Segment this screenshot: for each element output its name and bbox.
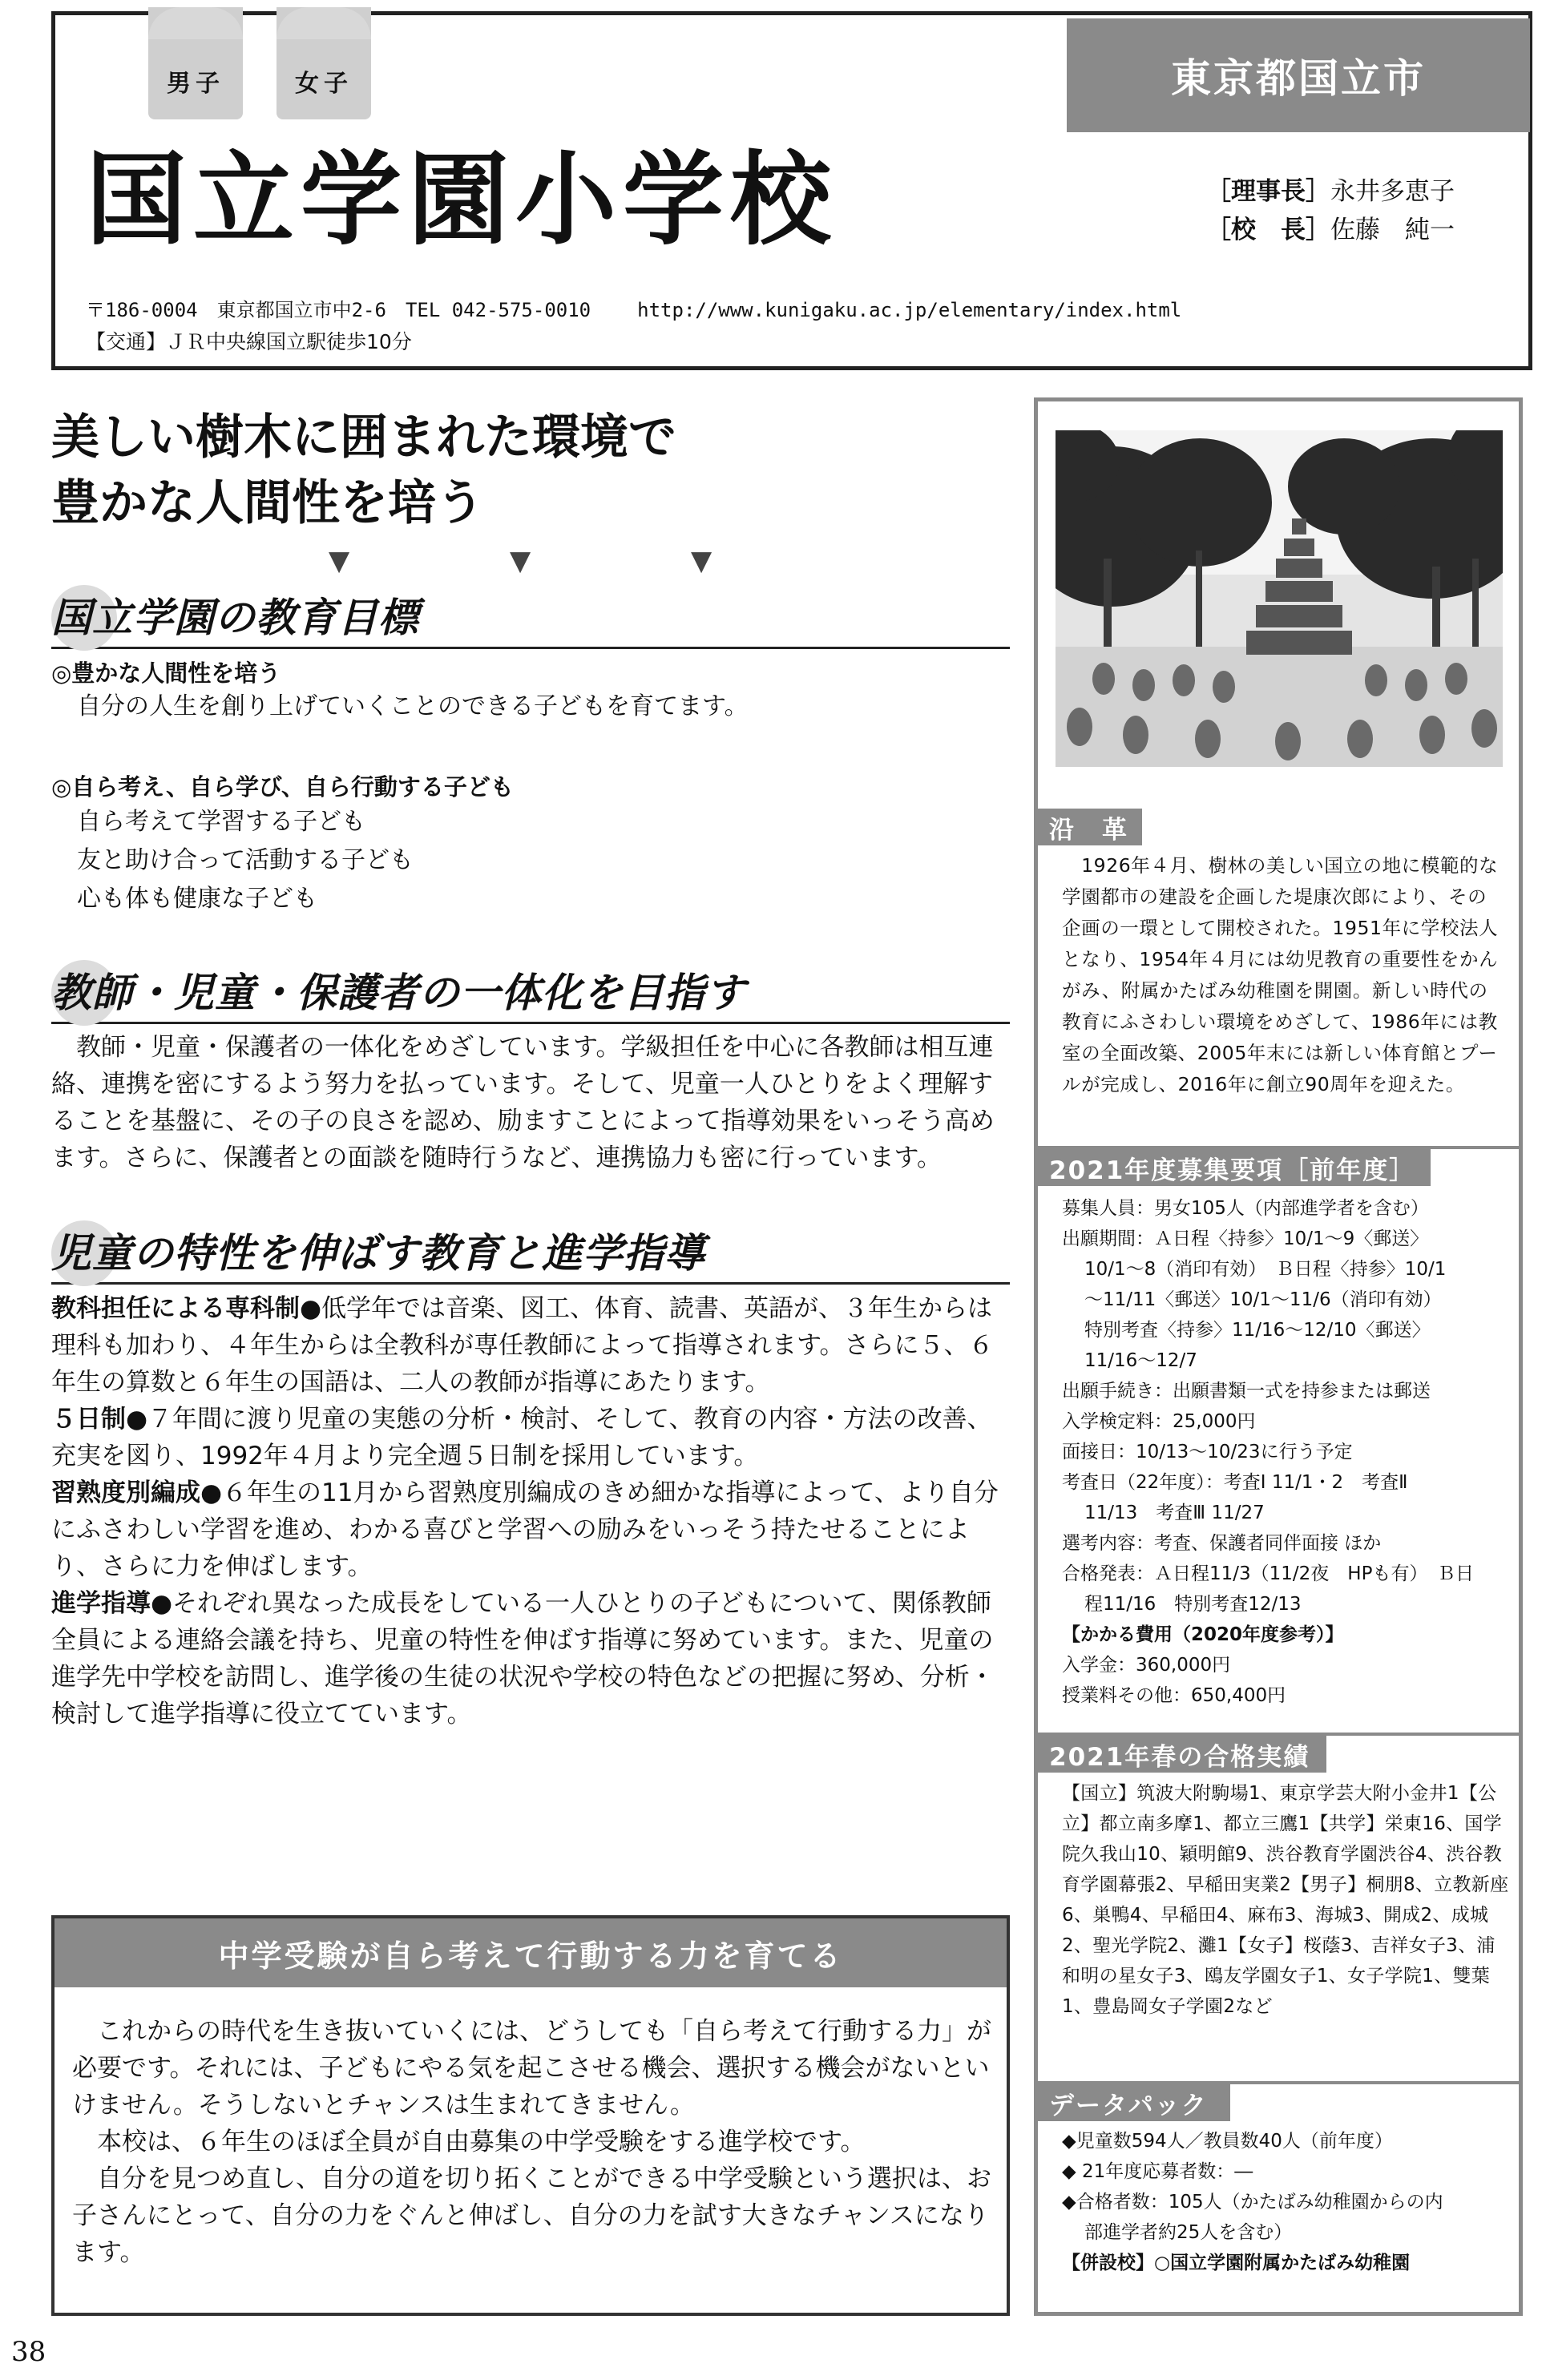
address-text: 〒186-0004 東京都国立市中2-6 TEL 042-575-0010 bbox=[86, 299, 591, 321]
headline-line-1: 美しい樹木に囲まれた環境で bbox=[51, 409, 676, 466]
section-title-text: 教師・児童・保護者の一体化を目指す bbox=[51, 970, 746, 1016]
list-item: 11/13 考査Ⅲ 11/27 bbox=[1084, 1503, 1265, 1523]
guidance-item bbox=[51, 1290, 1010, 1401]
message-box-title: 中学受験が自ら考えて行動する力を育てる bbox=[54, 1918, 1007, 1987]
list-item: 10/1～8（消印有効） Ｂ日程〈持参〉10/1 bbox=[1084, 1259, 1447, 1280]
list-item: 考査日（22年度）：考査Ⅰ 11/1・2 考査Ⅱ bbox=[1062, 1472, 1408, 1493]
list-item: 授業料その他：650,400円 bbox=[1062, 1685, 1286, 1706]
location-label: 東京都国立市 bbox=[1171, 55, 1426, 102]
datapack-list bbox=[1062, 2126, 1511, 2278]
list-item: ◆児童数594人／教員数40人（前年度） bbox=[1062, 2131, 1393, 2152]
list-item: 出願手続き：出願書類一式を持参または郵送 bbox=[1062, 1381, 1431, 1402]
tab-girls-label: 女子 bbox=[295, 70, 353, 98]
goal-2-title: ◎自ら考え、自ら学び、自ら行動する子ども bbox=[51, 773, 514, 801]
guidance-item bbox=[51, 1401, 1010, 1474]
section-title-guidance bbox=[51, 1230, 1010, 1285]
message-box-body bbox=[54, 1987, 1007, 2271]
list-item: 入学検定料：25,000円 bbox=[1062, 1411, 1256, 1432]
list-item: 募集人員：男女105人（内部進学者を含む） bbox=[1062, 1198, 1429, 1219]
tab-boys bbox=[148, 7, 243, 119]
results-label: 2021年春の合格実績 bbox=[1038, 1736, 1326, 1773]
school-url-link[interactable]: http://www.kunigaku.ac.jp/elementary/index.html bbox=[637, 299, 1182, 321]
message-paragraph: 本校は、６年生のほぼ全員が自由募集の中学受験をする進学校です。 bbox=[72, 2128, 866, 2156]
datapack-label: データパック bbox=[1038, 2084, 1230, 2121]
guidance-paragraphs bbox=[51, 1290, 1010, 1733]
arrow-down-icon: ▼ bbox=[691, 545, 712, 577]
requirements-label: 2021年度募集要項［前年度］ bbox=[1038, 1149, 1431, 1186]
list-item: 入学金：360,000円 bbox=[1062, 1655, 1231, 1676]
guidance-heading: 進学指導● bbox=[51, 1589, 173, 1618]
school-name: 国立学園小学校 bbox=[86, 141, 838, 259]
list-item: 自ら考えて学習する子ども bbox=[77, 808, 365, 836]
list-item: 選考内容：考査、保護者同伴面接 ほか bbox=[1062, 1533, 1382, 1554]
principal-label: ［校 長］ bbox=[1206, 216, 1330, 244]
school-header bbox=[51, 11, 1532, 370]
page-number: 38 bbox=[11, 2336, 46, 2368]
arrow-down-icon: ▼ bbox=[510, 545, 531, 577]
address-line bbox=[86, 294, 1181, 322]
results-text: 【国立】筑波大附駒場1、東京学芸大附小金井1【公立】都立南多摩1、都立三鷹1【共学】栄東16、国学院久我山10、穎明館9、渋谷教育学園渋谷4、渋谷教育学園幕張2、早稲田実業2【男子】桐朋8、立教新座6、巣鴨4、早稲田4、麻布3、海城3、開成2、成城2、聖光学院2、灘1【女子】桜蔭3、吉祥女子3、浦和明の星女子3、鴎友学園女子1、女子学院1、雙葉1、豊島岡女子学園2など bbox=[1062, 1783, 1509, 2017]
list-item: 【併設校】○国立学園附属かたばみ幼稚園 bbox=[1062, 2253, 1411, 2273]
list-item: 部進学者約25人を含む） bbox=[1084, 2222, 1293, 2243]
list-item: 【かかる費用（2020年度参考）】 bbox=[1062, 1624, 1344, 1645]
tab-girls bbox=[277, 7, 371, 119]
list-item: 程11/16 特別考査12/13 bbox=[1084, 1594, 1302, 1615]
list-item: 11/16～12/7 bbox=[1084, 1350, 1197, 1371]
section-title-goals bbox=[51, 595, 1010, 649]
message-box bbox=[51, 1915, 1010, 2316]
message-paragraph: これからの時代を生き抜いていくには、どうしても「自ら考えて行動する力」が必要です。それには、子どもにやる気を起こさせる機会、選択する機会がないといけません。そうしないとチャンスは生まれてきません。 bbox=[72, 2017, 991, 2120]
access-line: 【交通】ＪＲ中央線国立駅徒歩10分 bbox=[86, 330, 412, 353]
guidance-heading: ５日制● bbox=[51, 1405, 148, 1434]
list-item: 合格発表：Ａ日程11/3（11/2夜 HPも有） Ｂ日 bbox=[1062, 1563, 1474, 1584]
requirements-list bbox=[1062, 1193, 1511, 1711]
guidance-text: ６年生の11月から習熟度別編成のきめ細かな指導によって、より自分にふさわしい学習を進め、わかる喜びと学習への励みをいっそう持たせることにより、さらに力を伸ばします。 bbox=[51, 1478, 999, 1581]
list-item: ◆合格者数：105人（かたばみ幼稚園からの内 bbox=[1062, 2192, 1443, 2213]
section-title-text: 児童の特性を伸ばす教育と進学指導 bbox=[51, 1230, 705, 1277]
guidance-text: 低学年では音楽、図工、体育、読書、英語が、３年生からは理科も加わり、４年生からは全教科が専任教師によって指導されます。さらに５、６年生の算数と６年生の国語は、二人の教師が指導にあたります。 bbox=[51, 1294, 994, 1397]
location-badge bbox=[1067, 18, 1530, 132]
history-text: 1926年４月、樹林の美しい国立の地に模範的な学園都市の建設を企画した堤康次郎により、その企画の一環として開校された。1951年に学校法人となり、1954年４月には幼児教育の重要性をかんがみ、附属かたばみ幼稚園を開園。新しい時代の教育にふさわしい環境をめざして、1986年には教室の全面改築、2005年末には新しい体育館とプールが完成し、2016年に創立90周年を迎えた。 bbox=[1062, 854, 1499, 1095]
list-item: 出願期間：Ａ日程〈持参〉10/1～9〈郵送〉 bbox=[1062, 1228, 1429, 1249]
guidance-item bbox=[51, 1585, 1010, 1733]
list-item: 面接日：10/13～10/23に行う予定 bbox=[1062, 1442, 1353, 1462]
message-paragraph: 自分を見つめ直し、自分の道を切り拓くことができる中学受験という選択は、お子さんにとって、自分の力をぐんと伸ばし、自分の力を試す大きなチャンスになります。 bbox=[72, 2164, 991, 2267]
goal-1-text: 自分の人生を創り上げていくことのできる子どもを育てます。 bbox=[77, 692, 749, 720]
tab-boys-label: 男子 bbox=[167, 70, 224, 98]
guidance-heading: 教科担任による専科制● bbox=[51, 1294, 322, 1323]
chairman-label: ［理事長］ bbox=[1206, 177, 1330, 206]
info-sidebar bbox=[1034, 397, 1523, 2316]
guidance-item bbox=[51, 1474, 1010, 1585]
officials bbox=[1206, 172, 1455, 249]
principal-name: 佐藤 純一 bbox=[1330, 216, 1455, 244]
section-title-unity bbox=[51, 970, 1010, 1024]
headline-arrows bbox=[329, 545, 872, 577]
list-item: ◆ 21年度応募者数：― bbox=[1062, 2161, 1253, 2182]
chairman-name: 永井多恵子 bbox=[1330, 177, 1455, 206]
section-title-text: 国立学園の教育目標 bbox=[51, 595, 419, 641]
headline-line-2: 豊かな人間性を培う bbox=[51, 475, 484, 531]
list-item: 特別考査〈持参〉11/16～12/10〈郵送〉 bbox=[1084, 1320, 1431, 1341]
headline bbox=[51, 405, 676, 536]
history-label: 沿 革 bbox=[1038, 809, 1142, 845]
arrow-down-icon: ▼ bbox=[329, 545, 350, 577]
unity-paragraph: 教師・児童・保護者の一体化をめざしています。学級担任を中心に各教師は相互連絡、連携を密にするよう努力を払っています。そして、児童一人ひとりをよく理解することを基盤に、その子の良さを認め、励ますことによって指導効果をいっそう高めます。さらに、保護者との面談を随時行うなど、連携協力も密に行っています。 bbox=[51, 1033, 995, 1172]
guidance-heading: 習熟度別編成● bbox=[51, 1478, 223, 1507]
guidance-text: それぞれ異なった成長をしている一人ひとりの子どもについて、関係教師全員による連絡会議を持ち、児童の特性を伸ばす指導に努めています。また、児童の進学先中学校を訪問し、進学後の生徒の状況や学校の特色などの把握に努め、分析・検討して進学指導に役立てています。 bbox=[51, 1589, 995, 1729]
list-item: 友と助け合って活動する子ども bbox=[77, 846, 414, 874]
goal-2-list bbox=[77, 803, 414, 918]
list-item: 心も体も健康な子ども bbox=[77, 885, 317, 913]
guidance-text: ７年間に渡り児童の実態の分析・検討、そして、教育の内容・方法の改善、充実を図り、1992年４月より完全週５日制を採用しています。 bbox=[51, 1405, 992, 1470]
list-item: ～11/11〈郵送〉10/1～11/6（消印有効） bbox=[1084, 1289, 1442, 1310]
goal-1-title: ◎豊かな人間性を培う bbox=[51, 660, 281, 687]
